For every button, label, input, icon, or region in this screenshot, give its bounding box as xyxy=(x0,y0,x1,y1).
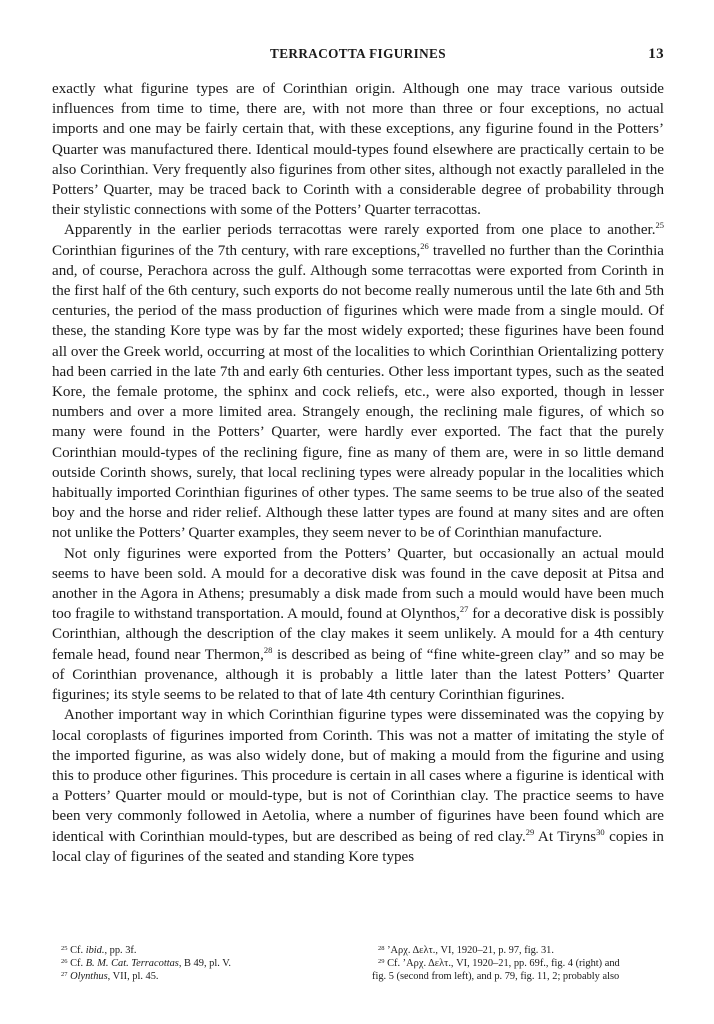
footnote-number: 27 xyxy=(61,970,68,978)
footnote-number: 28 xyxy=(378,945,385,952)
text-run: for a decorative disk is possibly Corinthian, although the description of the clay makes it seem unlikely. A mould for a 4th century female head, found near Thermon, xyxy=(52,606,664,663)
text-run: travelled no further than the Corinthia and, of course, Perachora across the gulf. Although some terracottas were exported from Corinth in the first half of the 6th century, such exports do not become really numerous until the late 6th and 5th centuries, the period of the mass production of figurines which were made from a single mould. Of these, the standing Kore type was by far the most widely exported; these figurines have been found all over the Greek world, occurring at most of the localities to which Corinthian Orientalizing pottery had been carried in the late 7th and early 6th centuries. Other less important types, such as the seated Kore, the female protome, the sphinx and cock reliefs, etc., were also exported, though in lesser numbers and over a more limited area. Strangely enough, the reclining male figures, of which so many were found in the Potters’ Quarter, were hardly ever exported. The fact that the purely Corinthian mould-types of the reclining figure, fine as many of them are, were in so little demand outside Corinth shows, surely, that local reclining types were already popular in the localities which habitually imported Corinthian figurines of other types. The same seems to be true also of the seated boy and the horse and rider relief. Although these latter types are found at many sites and are often not unlike the Potters’ Quarter examples, they seem never to be of Corinthian manufacture. xyxy=(52,242,664,542)
text-run: Cf. xyxy=(67,945,86,956)
footnote xyxy=(61,971,341,984)
paragraph xyxy=(52,220,664,543)
italic-text: B. M. Cat. Terracottas xyxy=(85,957,179,969)
text-run: , B 49, pl. V. xyxy=(178,957,231,969)
text-run: fig. 5 (second from left), and p. 79, fig. 11, 2; probably also xyxy=(372,970,620,982)
text-run: , pp. 3f. xyxy=(104,945,137,956)
footnote-reference: 28 xyxy=(263,644,273,655)
italic-text: Olynthus xyxy=(70,970,108,982)
footnote-reference: 30 xyxy=(596,826,605,837)
footnotes-right-column xyxy=(372,945,664,983)
footnote xyxy=(61,945,341,958)
footnote-number: 25 xyxy=(61,945,68,952)
text-run: exactly what figurine types are of Corinthian origin. Although one may trace various outside influences from time to time, there are, with not more than three or four exceptions, no actual imports and one may be fairly certain that, with these exceptions, any figurine found in the Potters’ Quarter was manufactured there. Identical mould-types found elsewhere are practically certain to be also Corinthian. Very frequently also figurines from other sites, although not exactly paralleled in the Potters’ Quarter, may be traced back to Corinth with a considerable degree of probability through their stylistic connections with some of the Potters’ Quarter terracottas. xyxy=(52,81,664,219)
text-run: Cf. ’Αρχ. Δελτ., VI, 1920–21, pp. 69f., fig. 4 (right) and xyxy=(384,957,620,969)
text-run: is described as being of “fine white-green clay” and so may be of Corinthian provenance, although it is probably a little later than the latest Potters’ Quarter figurines; its style seems to be related to that of late 4th century Corinthian figurines. xyxy=(52,646,665,704)
text-run: Cf. xyxy=(67,957,86,969)
text-run: At Tiryns xyxy=(534,828,597,845)
text-run: Not only figurines were exported from the Potters’ Quarter, but occasionally an actual mould seems to have been sold. A mould for a decorative disk was found in the cave deposit at Pitsa and another in the Agora in Athens; presumably a disk made from such a mould would have been much too fragile to withstand transportation. A mould, found at Olynthos, xyxy=(52,545,664,623)
text-run: , VII, pl. 45. xyxy=(107,970,159,982)
footnote-reference: 29 xyxy=(525,826,535,837)
footnote-reference: 27 xyxy=(459,604,469,615)
footnote-reference: 25 xyxy=(655,220,664,231)
footnote-reference: 26 xyxy=(420,240,429,251)
text-run: Another important way in which Corinthian figurine types were disseminated was the copying by local coroplasts of figurines imported from Corinth. This was not a matter of imitating the style of the imported figurine, as was also widely done, but of making a mould from the figurine and using this to produce other figurines. This procedure is certain in all cases where a figurine is identical with a Potters’ Quarter mould or mould-type, but is not of Corinthian clay. The practice seems to have been very commonly followed in Aetolia, where a number of figurines have been found which are identical with Corinthian mould-types, but are described as being of red clay. xyxy=(52,707,664,845)
running-header xyxy=(52,46,664,66)
footnotes-left-column xyxy=(61,945,341,983)
footnote-number: 26 xyxy=(61,957,68,965)
italic-text: ibid. xyxy=(85,945,105,956)
body-text xyxy=(52,79,664,867)
running-title: TERRACOTTA FIGURINES xyxy=(270,46,446,61)
paragraph xyxy=(52,705,664,867)
document-page xyxy=(52,0,664,1024)
footnote xyxy=(372,945,664,958)
footnote xyxy=(372,958,664,971)
paragraph xyxy=(52,79,664,220)
footnote xyxy=(61,958,341,971)
page-number: 13 xyxy=(648,46,664,62)
paragraph xyxy=(52,544,664,706)
text-run: Apparently in the earlier periods terracottas were rarely exported from one place to another. xyxy=(64,222,656,239)
text-run: ’Αρχ. Δελτ., VI, 1920–21, p. 97, fig. 31. xyxy=(384,945,554,956)
text-run: Corinthian figurines of the 7th century, with rare exceptions, xyxy=(52,242,421,259)
text-run: copies in local clay of figurines of the seated and standing Kore types xyxy=(52,828,664,865)
footnote-continuation xyxy=(372,971,664,984)
footnote-number: 29 xyxy=(378,957,385,965)
